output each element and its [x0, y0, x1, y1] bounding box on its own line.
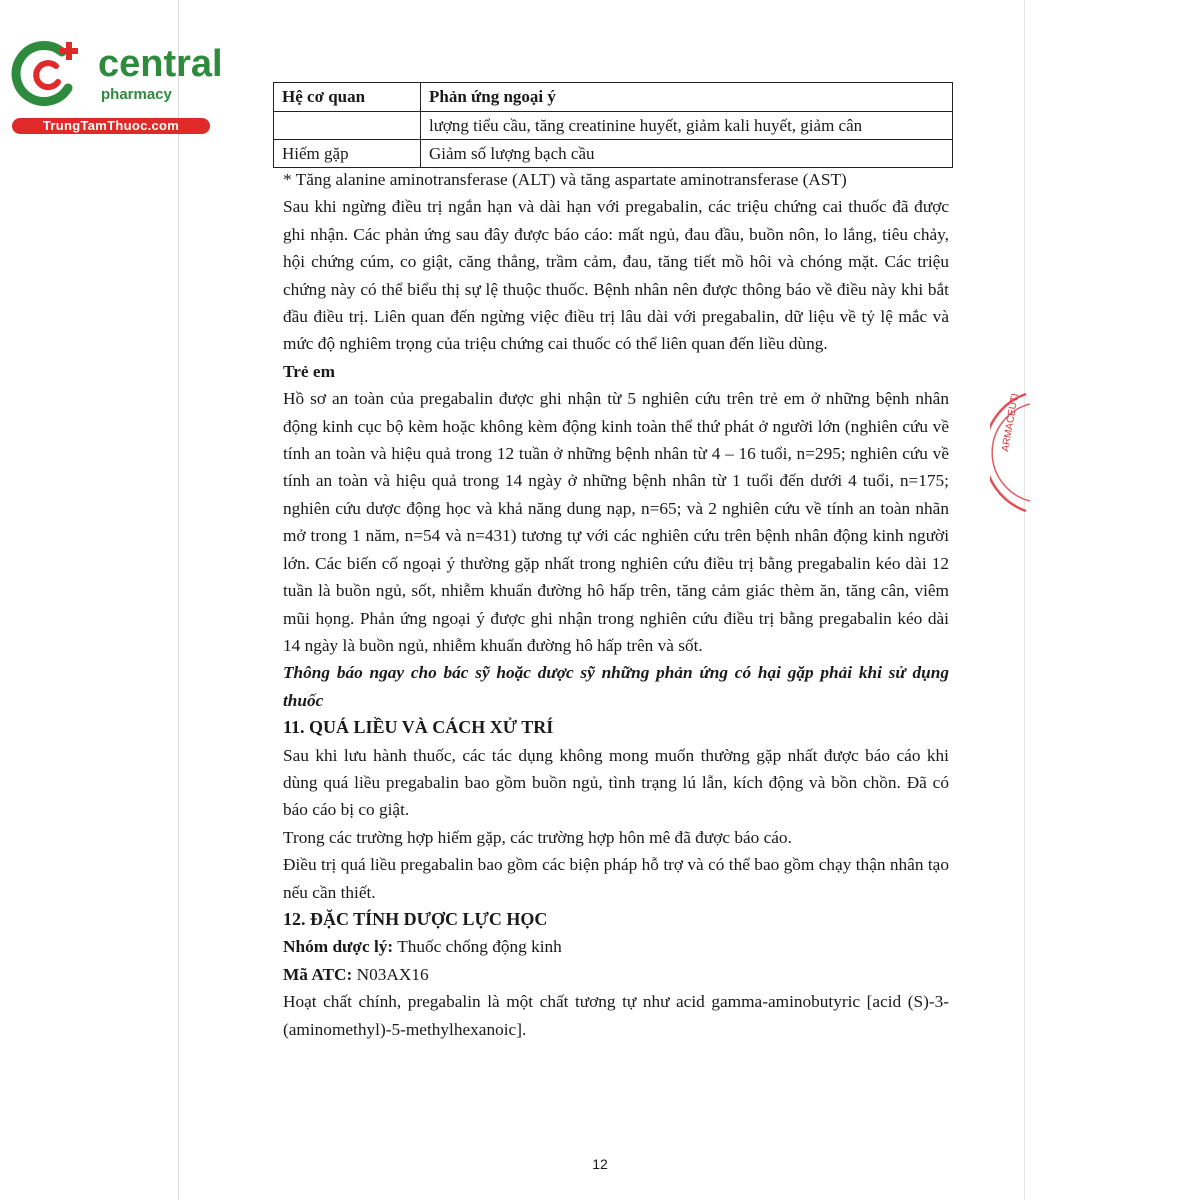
pharmacological-group	[283, 933, 949, 960]
header-organ-system: Hệ cơ quan	[274, 83, 421, 112]
page-edge-right	[1024, 0, 1025, 1200]
table-row	[274, 140, 953, 168]
overdose-paragraph-1: Sau khi lưu hành thuốc, các tác dụng không mong muốn thường gặp nhất được báo cáo khi dùng quá liều pregabalin bao gồm buồn ngủ, tình trạng lú lẫn, kích động và bồn chồn. Đã có báo cáo bị co giật.	[283, 745, 949, 820]
atc-value: N03AX16	[352, 964, 429, 984]
table-cell: Hiếm gặp	[274, 140, 421, 168]
section-11-title: 11. QUÁ LIỀU VÀ CÁCH XỬ TRÍ	[283, 717, 554, 738]
svg-text:ARMACEUTI: ARMACEUTI	[1000, 392, 1022, 453]
group-label: Nhóm dược lý:	[283, 937, 394, 957]
logo-name: central	[98, 43, 223, 85]
logo-site-url: TrungTamThuoc.com	[12, 118, 210, 134]
logo-subtitle: pharmacy	[101, 86, 172, 103]
page-edge-left	[178, 0, 179, 1200]
children-paragraph: Hồ sơ an toàn của pregabalin được ghi nhận từ 5 nghiên cứu trên trẻ em ở những bệnh nhân động kinh cục bộ kèm hoặc không kèm động kinh toàn thể thứ phát ở người lớn (nghiên cứu về tính an toàn và hiệu quả trong 12 tuần ở những bệnh nhân từ 4 – 16 tuổi, n=295; nghiên cứu về tính an toàn và hiệu quả trong 14 ngày ở những bệnh nhân từ 1 tuổi đến dưới 4 tuổi, n=175; nghiên cứu dược động học và khả năng dung nạp, n=65; và 2 nghiên cứu về tính an toàn nhãn mở trong 1 năm, n=54 và n=431) tương tự với các nghiên cứu trên bệnh nhân động kinh người lớn. Các biến cố ngoại ý thường gặp nhất trong nghiên cứu điều trị bằng pregabalin kéo dài 12 tuần là buồn ngủ, sốt, nhiễm khuẩn đường hô hấp trên, tăng cảm giác thèm ăn, tăng cân, viêm mũi họng. Phản ứng ngoại ý được ghi nhận trong nghiên cứu điều trị bằng pregabalin kéo dài 14 ngày là buồn ngủ, nhiễm khuẩn đường hô hấp trên và sốt.	[283, 389, 949, 655]
table-cell: lượng tiểu cầu, tăng creatinine huyết, giảm kali huyết, giảm cân	[421, 112, 953, 140]
atc-label: Mã ATC:	[283, 964, 353, 984]
group-value: Thuốc chống động kinh	[393, 937, 562, 957]
overdose-paragraph-2: Trong các trường hợp hiếm gặp, các trường hợp hôn mê đã được báo cáo.	[283, 827, 792, 847]
notice-paragraph: Thông báo ngay cho bác sỹ hoặc dược sỹ những phản ứng có hại gặp phải khi sử dụng thuốc	[283, 663, 949, 710]
children-heading: Trẻ em	[283, 361, 335, 381]
table-cell: Giảm số lượng bạch cầu	[421, 140, 953, 168]
section-12-title: 12. ĐẶC TÍNH DƯỢC LỰC HỌC	[283, 908, 548, 929]
table-header-row	[274, 83, 953, 112]
header-adverse-reaction: Phản ứng ngoại ý	[421, 83, 953, 112]
table-footnote: * Tăng alanine aminotransferase (ALT) và tăng aspartate aminotransferase (AST)	[283, 170, 847, 189]
central-pharmacy-logo[interactable]	[10, 38, 223, 138]
table-row	[274, 112, 953, 140]
page-number: 12	[592, 1156, 608, 1172]
table-cell	[274, 112, 421, 140]
atc-code	[283, 961, 949, 988]
active-ingredient-paragraph: Hoạt chất chính, pregabalin là một chất tương tự như acid gamma-aminobutyric [acid (S)-3-(aminomethyl)-5-methylhexanoic].	[283, 992, 949, 1039]
adverse-reactions-table	[273, 82, 953, 168]
logo-c-cross-icon	[10, 38, 90, 108]
document-body	[283, 166, 949, 1043]
pharmaceutical-stamp	[990, 390, 1030, 515]
overdose-paragraph-3: Điều trị quá liều pregabalin bao gồm các biện pháp hỗ trợ và có thể bao gồm chạy thận nhân tạo nếu cần thiết.	[283, 855, 949, 902]
withdrawal-paragraph: Sau khi ngừng điều trị ngắn hạn và dài hạn với pregabalin, các triệu chứng cai thuốc đã được ghi nhận. Các phản ứng sau đây được báo cáo: mất ngủ, đau đầu, buồn nôn, lo lắng, tiêu chảy, hội chứng cúm, co giật, căng thẳng, trầm cảm, đau, tăng tiết mồ hôi và chóng mặt. Các triệu chứng này có thể biểu thị sự lệ thuộc thuốc. Bệnh nhân nên được thông báo về điều này khi bắt đầu điều trị. Liên quan đến ngừng việc điều trị lâu dài với pregabalin, dữ liệu về tỷ lệ mắc và mức độ nghiêm trọng của triệu chứng cai thuốc có thể liên quan đến liều dùng.	[283, 197, 949, 354]
